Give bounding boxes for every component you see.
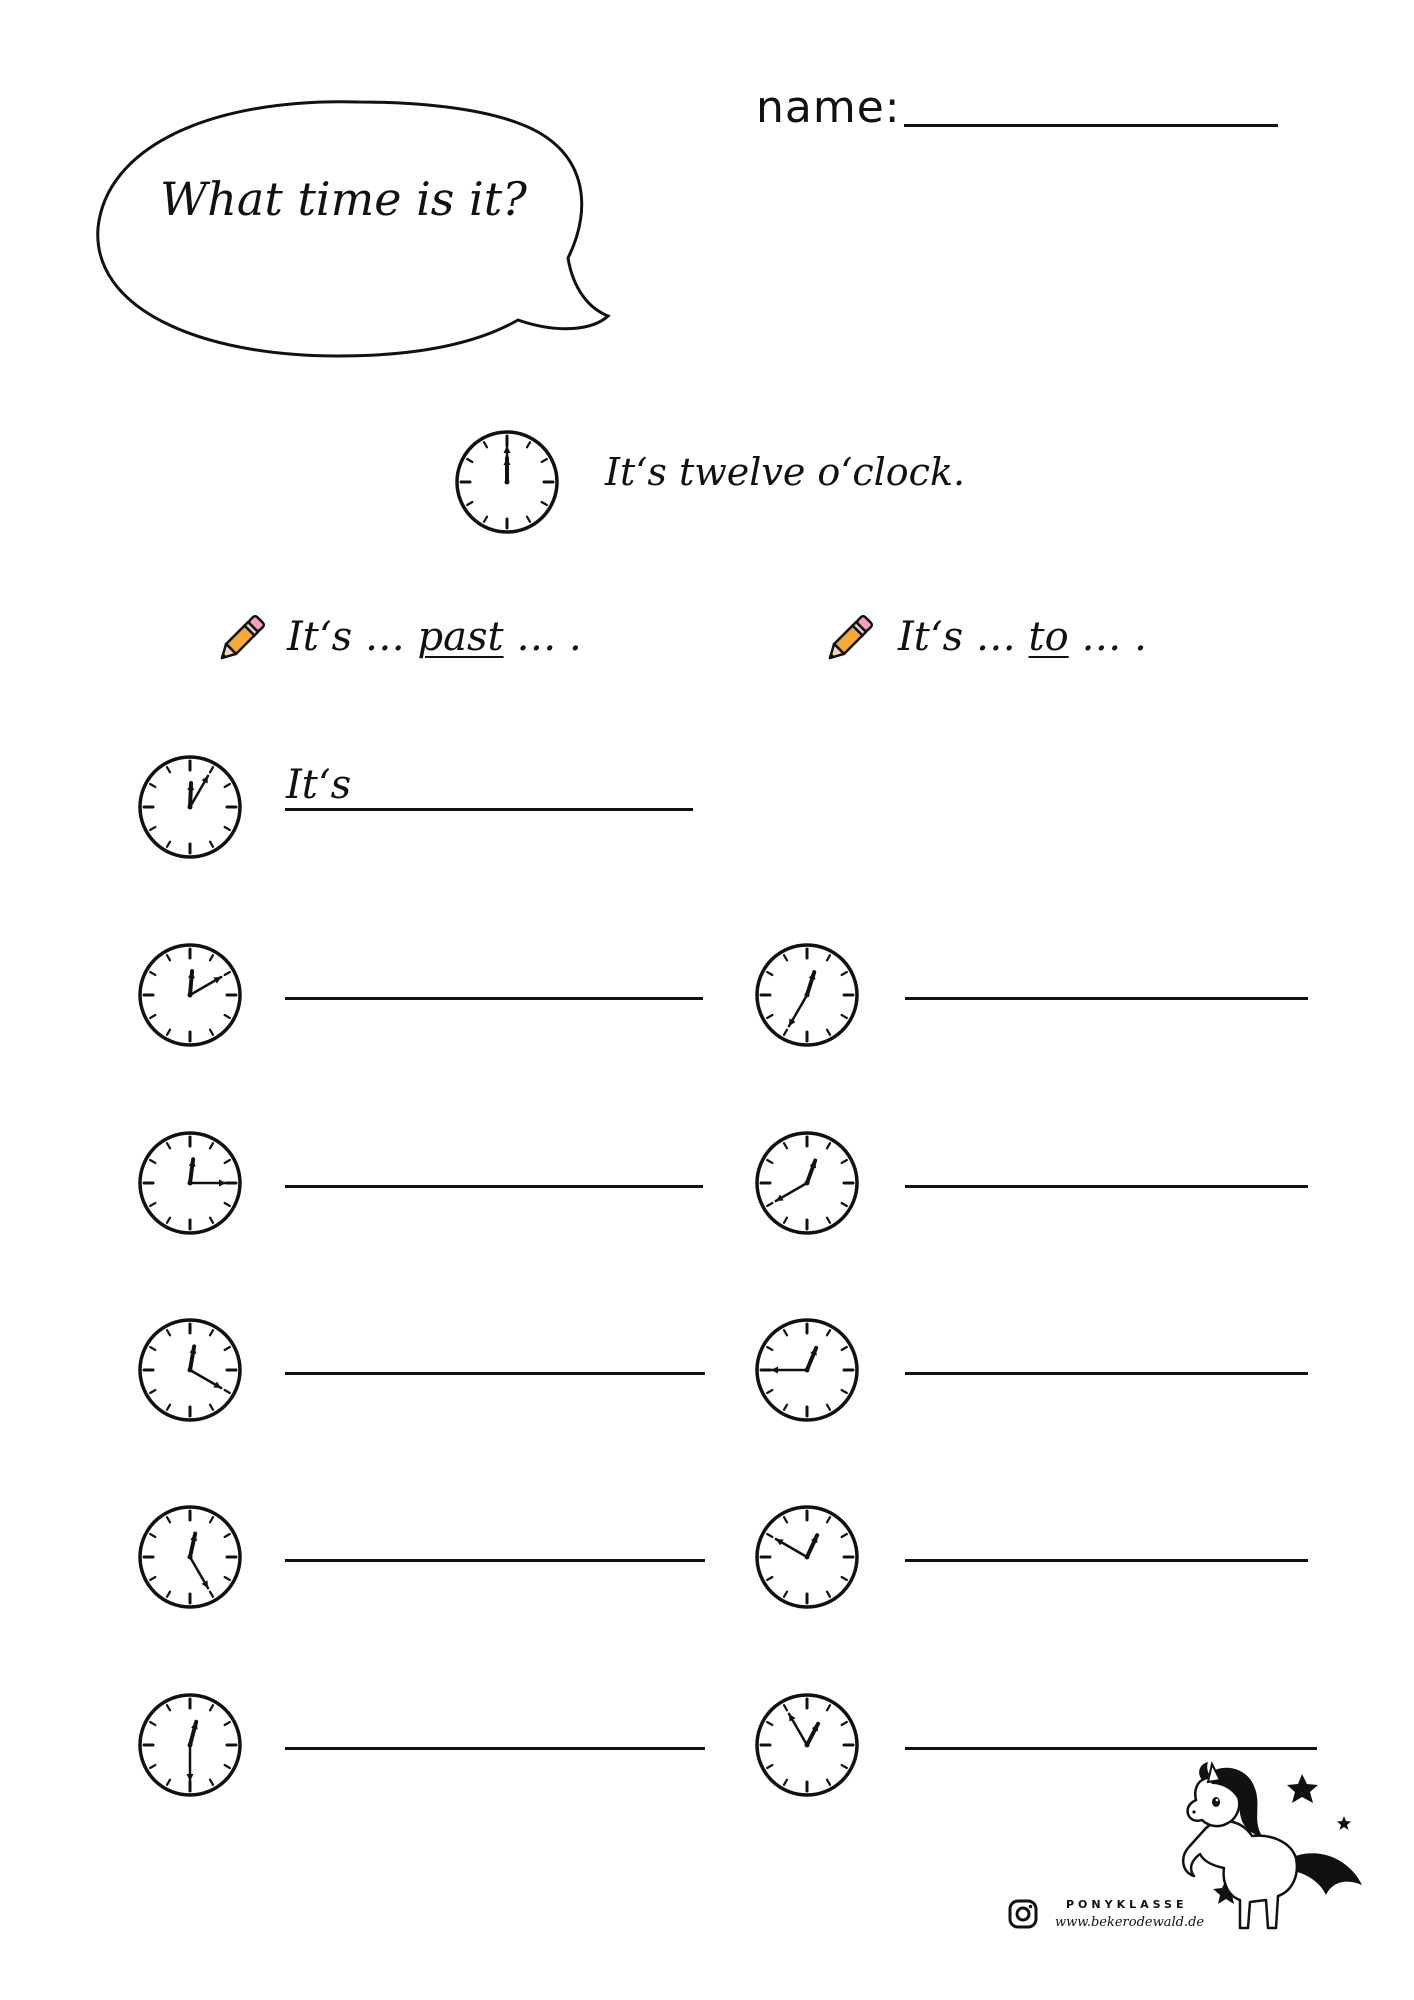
first-row-clock: [135, 752, 245, 862]
clock-pin: [188, 993, 193, 998]
clock-pin: [805, 1368, 810, 1373]
past-row-5-answer-line[interactable]: [285, 1747, 705, 1750]
past-prefix: It‘s …: [287, 614, 418, 660]
clock-pin: [188, 1555, 193, 1560]
speech-bubble: [88, 88, 628, 368]
clock-pin: [805, 1743, 810, 1748]
clock-pin: [805, 1181, 810, 1186]
past-row-1-answer-line[interactable]: [285, 997, 703, 1000]
past-row-3-clock: [135, 1315, 245, 1425]
clock-pin: [805, 993, 810, 998]
clock-pin: [805, 1555, 810, 1560]
footer-url[interactable]: www.bekerodewald.de: [1055, 1915, 1205, 1930]
pencil-icon: [818, 608, 880, 670]
past-column-header: [287, 614, 582, 660]
name-label: name:: [756, 82, 901, 133]
to-row-4-answer-line[interactable]: [905, 1559, 1308, 1562]
to-row-2-clock: [752, 1128, 862, 1238]
clock-pin: [505, 480, 510, 485]
past-row-4-clock: [135, 1502, 245, 1612]
pencil-icon: [210, 608, 272, 670]
footer-brand: PONYKLASSE: [1066, 1898, 1188, 1911]
past-row-1-clock: [135, 940, 245, 1050]
first-row-answer-line[interactable]: [285, 808, 693, 811]
past-row-3-answer-line[interactable]: [285, 1372, 705, 1375]
to-row-1-answer-line[interactable]: [905, 997, 1308, 1000]
clock-pin: [188, 805, 193, 810]
past-row-2-clock: [135, 1128, 245, 1238]
to-row-1-clock: [752, 940, 862, 1050]
clock-pin: [188, 1743, 193, 1748]
clock-pin: [188, 1368, 193, 1373]
to-row-4-clock: [752, 1502, 862, 1612]
past-row-4-answer-line[interactable]: [285, 1559, 705, 1562]
example-sentence: It‘s twelve o‘clock.: [605, 450, 966, 494]
past-suffix: … .: [503, 614, 582, 660]
to-row-2-answer-line[interactable]: [905, 1185, 1308, 1188]
past-row-2-answer-line[interactable]: [285, 1185, 703, 1188]
to-row-3-clock: [752, 1315, 862, 1425]
page-title: What time is it?: [160, 172, 527, 226]
to-row-5-answer-line[interactable]: [905, 1747, 1317, 1750]
to-column-header: [898, 614, 1147, 660]
clock-pin: [188, 1181, 193, 1186]
instagram-icon[interactable]: [1007, 1898, 1039, 1930]
to-prefix: It‘s …: [898, 614, 1029, 660]
example-clock: [452, 427, 562, 537]
name-field[interactable]: [904, 124, 1278, 127]
unicorn-icon: [1150, 1750, 1390, 1950]
to-row-5-clock: [752, 1690, 862, 1800]
to-suffix: … .: [1068, 614, 1147, 660]
to-row-3-answer-line[interactable]: [905, 1372, 1308, 1375]
to-keyword: to: [1028, 614, 1069, 660]
past-row-5-clock: [135, 1690, 245, 1800]
past-keyword: past: [417, 614, 504, 660]
first-row-answer-start: It‘s: [286, 762, 352, 808]
